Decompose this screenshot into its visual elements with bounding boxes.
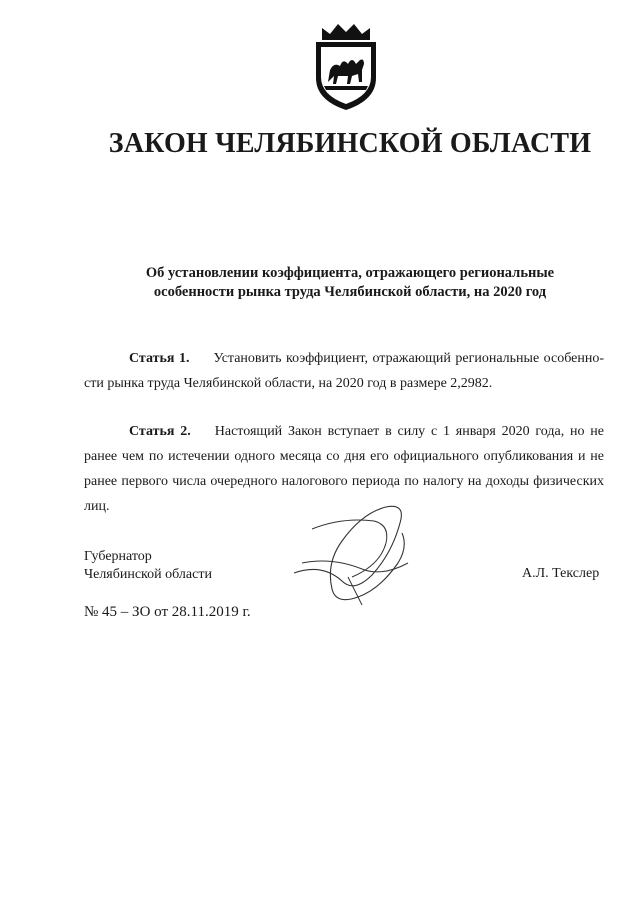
signature-icon <box>282 493 422 613</box>
signatory-position <box>84 548 212 584</box>
article-1-text: Установить коэффициент, отражающий региональные особенно-сти рынка труда Челябинской области, на 2020 год в размере 2,2982. <box>84 351 605 391</box>
law-title: ЗАКОН ЧЕЛЯБИНСКОЙ ОБЛАСТИ <box>108 128 592 159</box>
subtitle-line-2: особенности рынка труда Челябинской области, на 2020 год <box>153 284 547 300</box>
signatory-name: А.Л. Текслер <box>522 566 600 581</box>
law-subtitle <box>0 264 640 302</box>
signatory-position-line-2: Челябинской области <box>84 567 212 582</box>
article-1-label: Статья 1. <box>129 351 190 366</box>
signatory-position-line-1: Губернатор <box>84 549 152 564</box>
article-1 <box>84 346 604 396</box>
coat-of-arms-icon <box>308 20 384 112</box>
subtitle-line-1: Об установлении коэффициента, отражающего региональные <box>145 265 555 281</box>
law-number: № 45 – ЗО от 28.11.2019 г. <box>84 604 251 620</box>
article-2-label: Статья 2. <box>129 424 191 439</box>
article-2-text: Настоящий Закон вступает в силу с 1 января 2020 года, но не ранее чем по истечении одного месяца со дня его официального опубликования и не ранее первого числа очередного налогового периода по налогу на доходы физических лиц. <box>84 424 604 514</box>
